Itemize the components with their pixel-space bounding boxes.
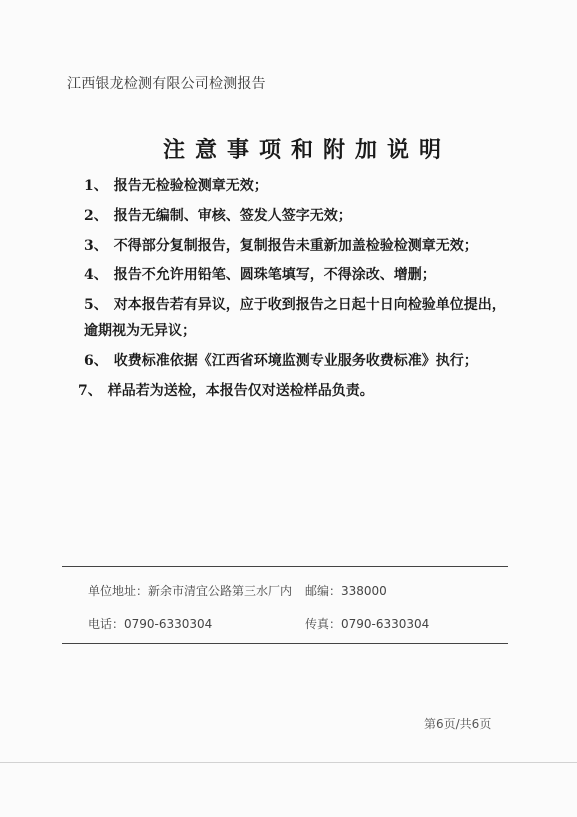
note-number: 7、	[78, 382, 102, 399]
footer-phone: 电话：0790-6330304	[88, 617, 213, 631]
note-number: 2、	[84, 207, 108, 224]
company-header: 江西银龙检测有限公司检测报告	[67, 76, 266, 92]
note-text: 不得部分复制报告，复制报告未重新加盖检验检测章无效；	[113, 237, 478, 254]
note-item	[84, 208, 504, 225]
note-item	[78, 383, 504, 400]
note-item	[84, 297, 504, 314]
note-number: 1、	[84, 178, 108, 194]
note-text: 收费标准依据《江西省环境监测专业服务收费标准》执行；	[113, 352, 478, 369]
note-text: 对本报告若有异议，应于收到报告之日起十日向检验单位提出，	[113, 297, 506, 314]
footer-address: 单位地址：新余市清宜公路第三水厂内	[88, 584, 293, 598]
page-title: 注意事项和附加说明	[163, 137, 452, 163]
footer-bottom-rule	[62, 643, 508, 644]
note-text: 报告无编制、审核、签发人签字无效；	[113, 207, 352, 224]
note-item	[84, 178, 504, 195]
note-text: 报告不允许用铅笔、圆珠笔填写，不得涂改、增删；	[113, 267, 436, 284]
note-continuation: 逾期视为无异议；	[84, 322, 196, 339]
note-item	[84, 238, 504, 255]
notes-list	[78, 178, 506, 412]
note-number: 5、	[84, 297, 108, 314]
note-item	[84, 267, 504, 284]
note-number: 3、	[84, 237, 108, 254]
note-text: 报告无检验检测章无效；	[113, 178, 268, 194]
footer-postcode: 邮编：338000	[305, 584, 387, 598]
footer-fax: 传真：0790-6330304	[305, 617, 430, 631]
note-text: 样品若为送检，本报告仅对送检样品负责。	[107, 382, 374, 399]
page-bottom-edge	[0, 762, 577, 763]
note-item	[84, 353, 504, 370]
note-number: 4、	[84, 267, 108, 284]
note-number: 6、	[84, 352, 108, 369]
page-number: 第6页/共6页	[424, 717, 492, 731]
footer-top-rule	[62, 566, 508, 567]
